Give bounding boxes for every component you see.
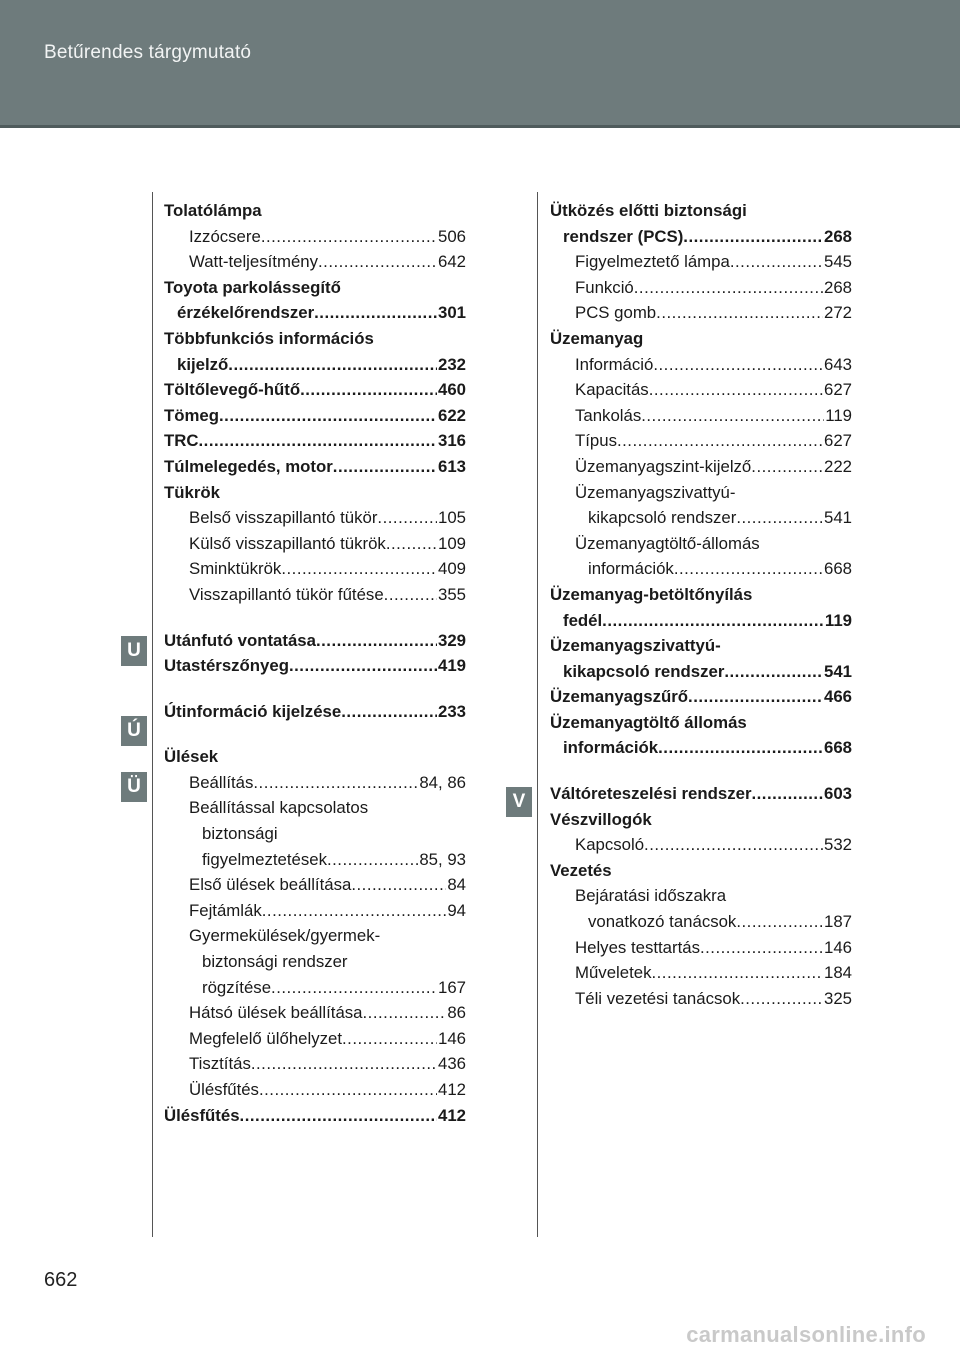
page-number: 662: [44, 1269, 78, 1291]
index-entry: kikapcsoló rendszer ..... 541: [550, 505, 852, 531]
index-entry: Funkció ..... 268: [550, 275, 852, 301]
section-tab-u: U: [121, 636, 147, 666]
index-entry: figyelmeztetések ..... 85, 93: [164, 847, 466, 873]
index-entry: Túlmelegedés, motor ..... 613: [164, 454, 466, 480]
index-entry-line: Gyermekülések/gyermek-: [189, 926, 381, 946]
index-entry-line: biztonsági rendszer: [202, 952, 348, 972]
index-entry: Ülésfűtés ..... 412: [164, 1103, 466, 1129]
index-heading: Vezetés: [550, 860, 612, 880]
section-tab-u-acute: Ú: [121, 716, 147, 746]
index-entry: Utánfutó vontatása ..... 329: [164, 628, 466, 654]
index-entry: Sminktükrök ..... 409: [164, 556, 466, 582]
index-entry: Figyelmeztető lámpa ..... 545: [550, 249, 852, 275]
index-entry: Fejtámlák ..... 94: [164, 898, 466, 924]
index-entry: Izzócsere ..... 506: [164, 224, 466, 250]
index-entry-line: Beállítással kapcsolatos: [189, 798, 369, 818]
page-header: [0, 0, 960, 128]
index-entry: Tisztítás ..... 436: [164, 1051, 466, 1077]
index-heading: Üzemanyagtöltő állomás: [550, 712, 747, 732]
index-heading: Üzemanyag-betöltőnyílás: [550, 584, 753, 604]
index-entry: rendszer (PCS) ..... 268: [550, 224, 852, 250]
index-heading: Ülések: [164, 747, 219, 767]
index-heading: Vészvillogók: [550, 809, 652, 829]
index-entry: Watt-teljesítmény ..... 642: [164, 249, 466, 275]
index-heading: Tükrök: [164, 482, 220, 502]
header-title: Betűrendes tárgymutató: [44, 42, 252, 63]
index-entry: fedél ..... 119: [550, 608, 852, 634]
section-tab-v: V: [506, 787, 532, 817]
index-heading: Toyota parkolássegítő: [164, 277, 341, 297]
index-entry: információk ..... 668: [550, 556, 852, 582]
index-entry: Kapcsoló ..... 532: [550, 832, 852, 858]
index-entry: Visszapillantó tükör fűtése ..... 355: [164, 582, 466, 608]
index-entry-line: biztonsági: [202, 824, 278, 844]
index-column-left: [164, 198, 466, 1128]
index-entry: Információ ..... 643: [550, 352, 852, 378]
index-entry-line: Üzemanyagtöltő-állomás: [575, 533, 760, 553]
index-entry: Helyes testtartás ..... 146: [550, 935, 852, 961]
index-entry: Utastérszőnyeg ..... 419: [164, 653, 466, 679]
index-entry: Váltóreteszelési rendszer ..... 603: [550, 781, 852, 807]
index-heading: Üzemanyagszivattyú-: [550, 636, 721, 656]
index-heading: Többfunkciós információs: [164, 328, 374, 348]
watermark: carmanualsonline.info: [686, 1322, 926, 1347]
index-entry: Első ülések beállítása ..... 84: [164, 872, 466, 898]
column-divider-left: [152, 192, 153, 1237]
index-entry: Útinformáció kijelzése ..... 233: [164, 699, 466, 725]
index-entry: érzékelőrendszer ..... 301: [164, 300, 466, 326]
index-entry: Külső visszapillantó tükrök ..... 109: [164, 531, 466, 557]
index-heading: Tolatólámpa: [164, 201, 262, 220]
index-entry: kijelző ..... 232: [164, 352, 466, 378]
index-entry: Műveletek ..... 184: [550, 960, 852, 986]
index-entry: Téli vezetési tanácsok ..... 325: [550, 986, 852, 1012]
index-entry: Tankolás ..... 119: [550, 403, 852, 429]
index-entry: Beállítás ..... 84, 86: [164, 770, 466, 796]
index-entry: Töltőlevegő-hűtő ..... 460: [164, 377, 466, 403]
index-entry: Tömeg ..... 622: [164, 403, 466, 429]
index-entry-line: Üzemanyagszivattyú-: [575, 482, 736, 502]
index-entry: Típus ..... 627: [550, 428, 852, 454]
index-heading: Ütközés előtti biztonsági: [550, 201, 747, 220]
index-entry: TRC ..... 316: [164, 428, 466, 454]
section-tab-u-umlaut: Ü: [121, 772, 147, 802]
index-heading: Üzemanyag: [550, 328, 644, 348]
index-entry: Üzemanyagszűrő ..... 466: [550, 684, 852, 710]
index-entry: Megfelelő ülőhelyzet ..... 146: [164, 1026, 466, 1052]
index-column-right: [550, 198, 852, 1011]
index-entry: Hátsó ülések beállítása ..... 86: [164, 1000, 466, 1026]
index-entry-line: Bejáratási időszakra: [575, 886, 727, 906]
index-entry: Kapacitás ..... 627: [550, 377, 852, 403]
index-entry: Ülésfűtés ..... 412: [164, 1077, 466, 1103]
index-entry: Üzemanyagszint-kijelző ..... 222: [550, 454, 852, 480]
index-entry: PCS gomb ..... 272: [550, 300, 852, 326]
column-divider-middle: [537, 192, 538, 1237]
index-entry: információk ..... 668: [550, 735, 852, 761]
index-entry: Belső visszapillantó tükör ..... 105: [164, 505, 466, 531]
index-entry: vonatkozó tanácsok ..... 187: [550, 909, 852, 935]
index-entry: rögzítése ..... 167: [164, 975, 466, 1001]
index-entry: kikapcsoló rendszer ..... 541: [550, 659, 852, 685]
